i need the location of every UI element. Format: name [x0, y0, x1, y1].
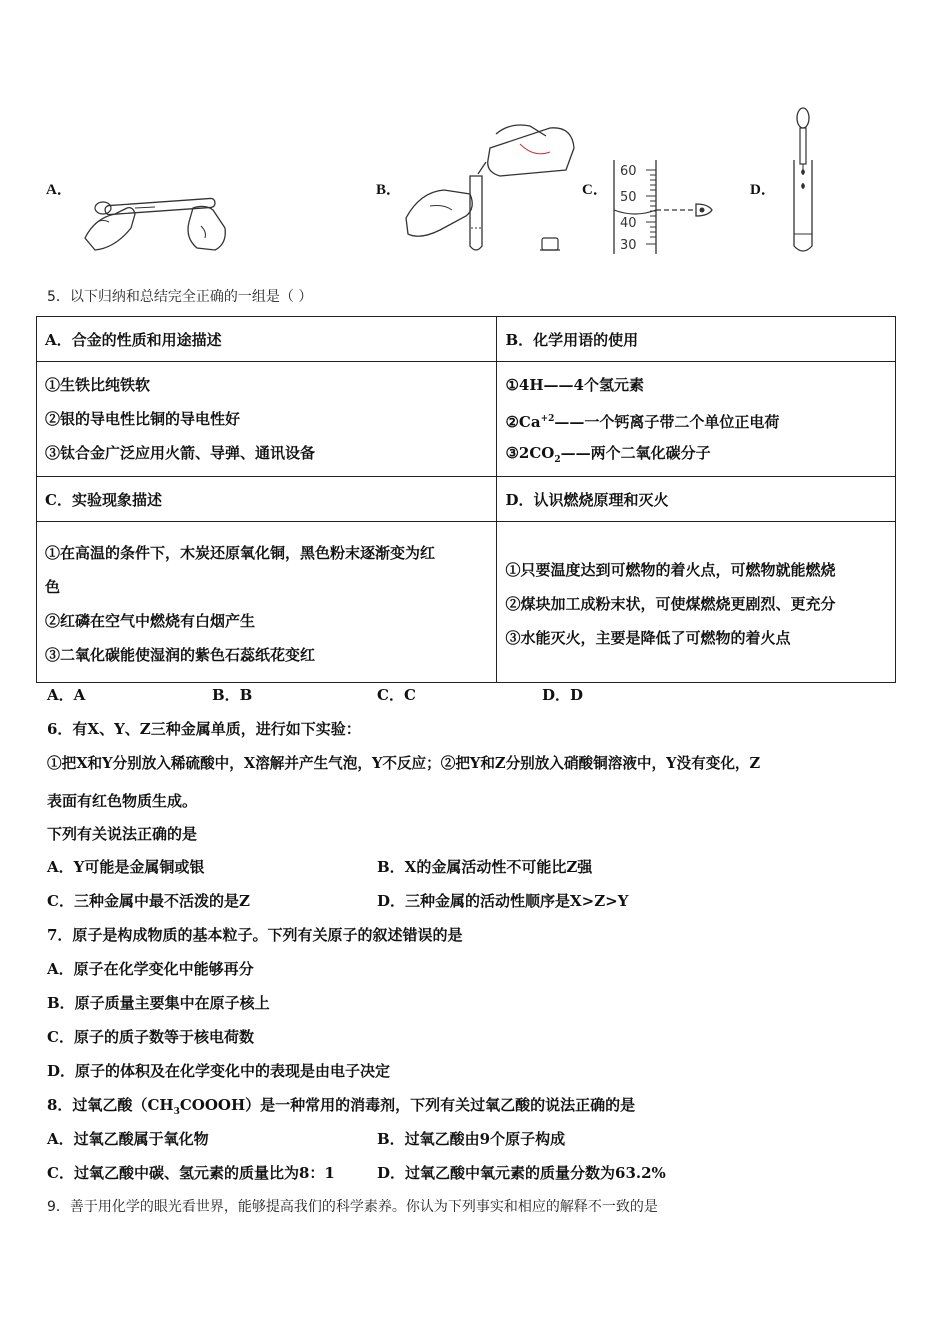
- formula-part: ——一个钙离子带二个单位正电荷: [554, 413, 780, 431]
- tick-label: 50: [620, 190, 637, 205]
- q6-option-b[interactable]: B．X的金属活动性不可能比Z强: [377, 858, 593, 876]
- q8-option-b[interactable]: B．过氧乙酸由9个原子构成: [377, 1130, 566, 1148]
- question-9-stem: 9．善于用化学的眼光看世界，能够提高我们的科学素养。你认为下列事实和相应的解释不一致的是: [47, 1199, 658, 1215]
- formula-part: ——两个二氧化碳分子: [560, 444, 711, 462]
- q6-option-d[interactable]: D．三种金属的活动性顺序是X>Z>Y: [377, 892, 629, 910]
- table-item: ③钛合金广泛应用火箭、导弹、通讯设备: [45, 444, 316, 462]
- table-item-ca-ion: [505, 402, 887, 436]
- stem-part: 8．过氧乙酸（CH: [47, 1096, 174, 1114]
- q5-option-c[interactable]: C．C: [377, 686, 416, 704]
- q5-option-b[interactable]: B．B: [212, 686, 253, 704]
- graduated-cylinder-image: [612, 158, 722, 258]
- table-item-co2: [505, 436, 887, 470]
- option-b-label: B．: [376, 182, 402, 198]
- question-6-experiment-2: 表面有红色物质生成。: [47, 792, 198, 810]
- table-item: ③水能灭火，主要是降低了可燃物的着火点: [505, 629, 791, 647]
- pouring-liquid-image: [400, 118, 580, 260]
- q8-option-a[interactable]: A．过氧乙酸属于氧化物: [47, 1130, 209, 1148]
- option-d-label: D．: [750, 182, 776, 198]
- subscript: 2: [554, 455, 561, 465]
- q7-option-b[interactable]: B．原子质量主要集中在原子核上: [47, 994, 270, 1012]
- table-item: ②银的导电性比铜的导电性好: [45, 410, 241, 428]
- q8-option-c[interactable]: C．过氧乙酸中碳、氢元素的质量比为8：1: [47, 1164, 335, 1182]
- q6-option-c[interactable]: C．三种金属中最不活泼的是Z: [47, 892, 250, 910]
- formula-part: ③2CO: [505, 444, 555, 462]
- dropper-tube-image: [786, 104, 820, 256]
- cell-d-head: D．认识燃烧原理和灭火: [497, 477, 896, 522]
- question-6-experiment-1: ①把X和Y分别放入稀硫酸中，X溶解并产生气泡，Y不反应；②把Y和Z分别放入硝酸铜溶液中，Y没有变化，Z: [47, 755, 761, 772]
- charge-superscript: +2: [540, 414, 555, 424]
- formula-part: ②Ca: [505, 413, 541, 431]
- cell-c-head: C．实验现象描述: [37, 477, 497, 522]
- table-item: ②红磷在空气中燃烧有白烟产生: [45, 612, 256, 630]
- table-item: ①在高温的条件下，木炭还原氧化铜，黑色粉末逐渐变为红: [45, 544, 436, 562]
- cell-b-head: B．化学用语的使用: [497, 317, 896, 362]
- question-6-ask: 下列有关说法正确的是: [47, 825, 198, 843]
- tick-label: 60: [620, 164, 637, 179]
- q8-option-d[interactable]: D．过氧乙酸中氧元素的质量分数为63.2%: [377, 1164, 666, 1182]
- question-7-stem: 7．原子是构成物质的基本粒子。下列有关原子的叙述错误的是: [47, 926, 463, 944]
- stem-part: COOOH）是一种常用的消毒剂，下列有关过氧乙酸的说法正确的是: [179, 1096, 636, 1114]
- q5-option-a[interactable]: A．A: [47, 686, 86, 704]
- table-item: ②煤块加工成粉末状，可使煤燃烧更剧烈、更充分: [505, 595, 836, 613]
- q7-option-c[interactable]: C．原子的质子数等于核电荷数: [47, 1028, 254, 1046]
- summary-table: [36, 316, 896, 683]
- table-item: ①生铁比纯铁软: [45, 376, 151, 394]
- tick-label: 30: [620, 238, 637, 253]
- question-6-stem: 6．有X、Y、Z三种金属单质，进行如下实验：: [47, 720, 361, 738]
- q6-option-a[interactable]: A．Y可能是金属铜或银: [47, 858, 205, 876]
- table-item: ③二氧化碳能使湿润的紫色石蕊纸花变红: [45, 646, 316, 664]
- tick-label: 40: [620, 216, 637, 231]
- cell-a-head: A．合金的性质和用途描述: [37, 317, 497, 362]
- table-item: ①只要温度达到可燃物的着火点，可燃物就能燃烧: [505, 561, 836, 579]
- q7-option-a[interactable]: A．原子在化学变化中能够再分: [47, 960, 254, 978]
- question-5-stem: 5．以下归纳和总结完全正确的一组是（ ）: [47, 289, 313, 305]
- question-8-stem: [47, 1094, 635, 1117]
- table-item: ①4H——4个氢元素: [505, 376, 644, 394]
- subscript: 3: [173, 1107, 180, 1117]
- option-c-label: C．: [582, 182, 608, 198]
- test-tube-hands-image: [75, 178, 235, 254]
- option-a-label: A．: [46, 182, 72, 198]
- q7-option-d[interactable]: D．原子的体积及在化学变化中的表现是由电子决定: [47, 1062, 391, 1080]
- table-item: 色: [45, 578, 61, 596]
- q5-option-d[interactable]: D．D: [542, 686, 584, 704]
